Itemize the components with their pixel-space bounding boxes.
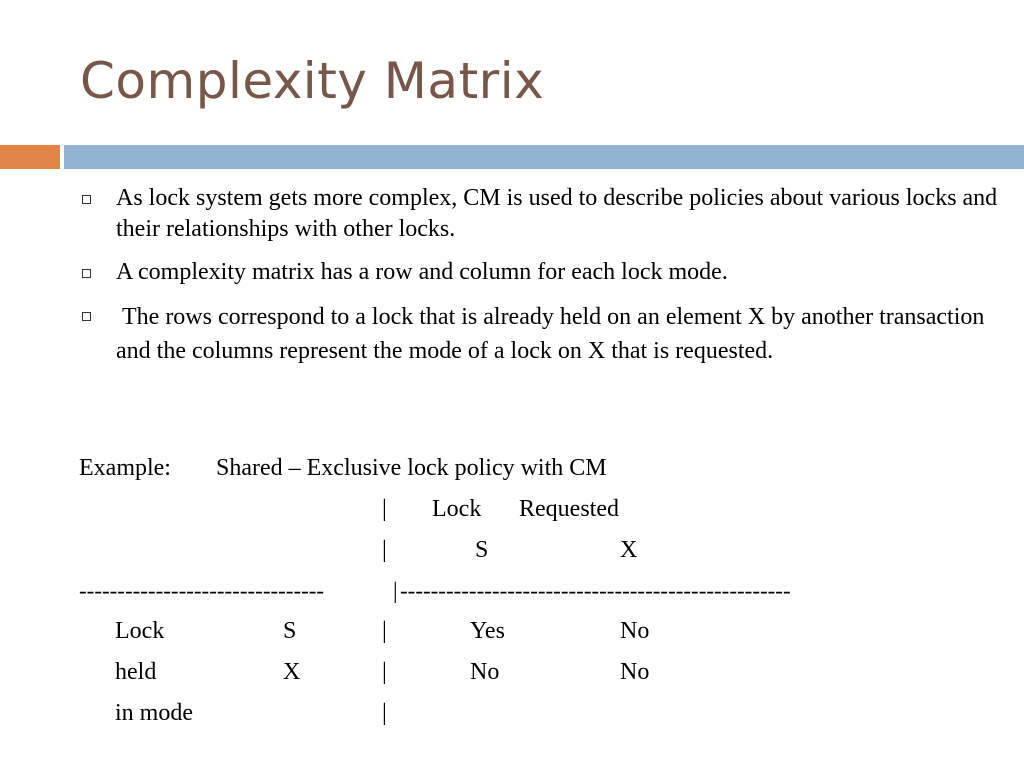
accent-bar-orange xyxy=(0,145,60,169)
matrix-divider: | xyxy=(382,618,387,644)
matrix-divider: | xyxy=(382,496,387,522)
matrix-cell-s: No xyxy=(470,659,500,685)
accent-bar-blue xyxy=(64,145,1024,169)
bullet-text: The rows correspond to a lock that is already held on an element X by another transaction and the columns represent the mode of a lock on X that is requested. xyxy=(116,304,991,364)
matrix-rule-left: -------------------------------- xyxy=(79,578,325,603)
matrix-col-s: S xyxy=(475,537,489,563)
matrix-row-label: held xyxy=(115,659,157,685)
matrix-divider: | xyxy=(382,659,387,685)
matrix-divider: | xyxy=(382,537,387,563)
matrix-cell-x: No xyxy=(620,659,650,685)
square-bullet-icon xyxy=(82,312,91,321)
matrix-divider: | xyxy=(382,700,387,726)
bullet-list xyxy=(80,183,1010,368)
matrix-cell-x: No xyxy=(620,618,650,644)
matrix-row-label: Lock xyxy=(115,618,165,644)
square-bullet-icon xyxy=(82,269,91,278)
matrix-header-requested: Requested xyxy=(519,496,619,522)
matrix-row-label: in mode xyxy=(115,700,193,726)
bullet-text: A complexity matrix has a row and column for each lock mode. xyxy=(116,259,728,285)
matrix-row-mode: S xyxy=(283,618,297,644)
matrix-col-x: X xyxy=(620,537,638,563)
square-bullet-icon xyxy=(82,195,91,204)
matrix-cell-s: Yes xyxy=(470,618,505,644)
example-label: Example: xyxy=(79,455,171,481)
matrix-row-mode: X xyxy=(283,659,301,685)
bullet-text: As lock system gets more complex, CM is used to describe policies about various locks and their relationships with other locks. xyxy=(116,185,998,242)
bullet-item xyxy=(80,300,1010,368)
matrix-header-lock: Lock xyxy=(432,496,482,522)
slide-title: Complexity Matrix xyxy=(80,52,545,110)
matrix-rule-divider: | xyxy=(393,578,398,603)
example-description: Shared – Exclusive lock policy with CM xyxy=(216,455,607,481)
bullet-item xyxy=(80,257,1010,288)
bullet-item xyxy=(80,183,1010,245)
matrix-rule-right: --------------------------------------------------- xyxy=(400,578,791,603)
